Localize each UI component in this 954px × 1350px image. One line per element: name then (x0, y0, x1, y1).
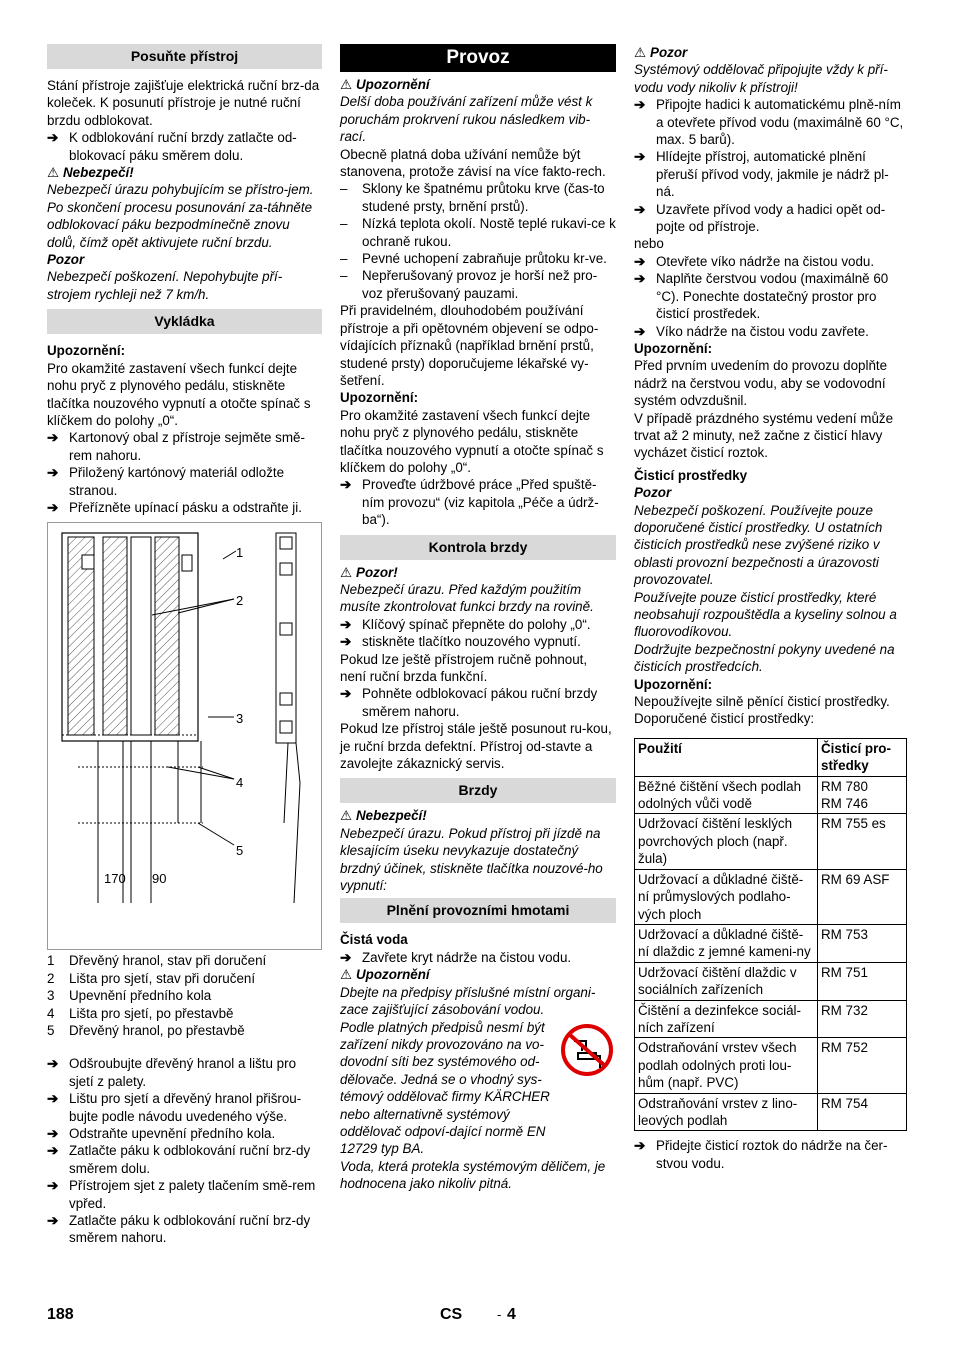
bullet-item: – Sklony ke špatnému průtoku krve (čas-to studené prsty, brnění prstů). (340, 181, 605, 214)
column-1 (47, 44, 322, 1247)
arrow-icon: ➔ (47, 465, 59, 481)
arrow-icon: ➔ (47, 1213, 59, 1229)
instruction-item: ➔ Lištu pro sjetí a dřevěný hranol přišrou-bujte podle návodu uvedeného výše. (47, 1091, 302, 1124)
arrow-icon: ➔ (634, 323, 646, 339)
instruction-item: ➔ Zavřete kryt nádrže na čistou vodu. (340, 949, 572, 965)
table-row (635, 814, 907, 869)
note-text: Nepoužívejte silně pěnící čisticí prostředky. (634, 694, 890, 710)
arrow-icon: ➔ (634, 271, 646, 287)
pallet-drawing (48, 523, 321, 949)
product-cell: RM 752 (818, 1038, 907, 1093)
paragraph: nebo (634, 236, 664, 252)
paragraph: Pokud lze ještě přístrojem ručně pohnout, není ruční brzda funkční. (340, 651, 588, 684)
note-text: Podle platných předpisů nesmí být zařízení nikdy provozováno na vo-dovodní síti bez systémového od-dělovače. Jedná se o vhodný sys-témový oddělovač firmy KÄRCHER nebo alternativně systémový oddělovač odpoví-dající normě EN 12729 typ BA. (340, 1019, 550, 1157)
figure-label: 3 (236, 711, 244, 727)
page-number: 188 (47, 1306, 74, 1323)
caution-label: ⚠ Pozor (634, 45, 688, 60)
product-cell: RM 732 (818, 1000, 907, 1038)
column-2 (340, 44, 616, 1193)
arrow-icon: ➔ (340, 686, 352, 702)
usage-cell: Čištění a dezinfekce sociál-ních zařízení (635, 1000, 818, 1038)
instruction-item: ➔ K odblokování ruční brzdy zatlačte od-blokovací páku směrem dolu. (47, 130, 297, 163)
usage-cell: Udržovací čištění dlaždic v sociálních zařízeních (635, 962, 818, 1000)
caution-label: ⚠ Pozor! (340, 564, 398, 580)
note-label: ⚠ Upozornění (340, 77, 430, 92)
legend-item: 2 Lišta pro sjetí, stav při doručení (47, 970, 256, 986)
caution-text: Nebezpečí úrazu. Před každým použitím musíte zkontrolovat funkci brzdy na rovině. (340, 581, 594, 615)
instruction-item: ➔ Odstraňte upevnění předního kola. (47, 1126, 276, 1141)
paragraph: Při pravidelném, dlouhodobém používání přístroje a při opětovném objevení se odpo-vídajících příznaků (například brnění prstů, studené prsty) doporučujeme lékařské vy-šetření. (340, 303, 599, 388)
instruction-item: ➔ Hlídejte přístroj, automatické plnění přeruší přívod vody, jakmile je nádrž pl-ná. (634, 149, 889, 200)
table-header-row (635, 738, 907, 776)
instruction-item: ➔ Zatlačte páku k odblokování ruční brz-dy směrem nahoru. (47, 1213, 311, 1246)
warning-triangle-icon: ⚠ (340, 967, 353, 983)
instruction-item: ➔ Proveďte údržbové práce „Před spuště-ním provozu“ (viz kapitola „Péče a údrž-ba“). (340, 477, 599, 528)
paragraph: Stání přístroje zajišťuje elektrická ruční brz-da koleček. K posunutí přístroje je nutné ruční brzdu odblokovat. (47, 78, 320, 128)
arrow-icon: ➔ (47, 1056, 59, 1072)
figure-label: 5 (236, 843, 244, 859)
instruction-item: ➔ Přiložený kartónový materiál odložte stranou. (47, 465, 285, 498)
product-cell: RM 755 es (818, 814, 907, 869)
dimension-label: 170 (104, 871, 126, 887)
warning-text: Nebezpečí úrazu pohybujícím se přístro-jem. Po skončení procesu posunování za-táhněte odblokovací páku bezpodmínečně znovu dolů, čímž opět aktivujete ruční brzdu. (47, 182, 314, 250)
figure-label: 2 (236, 593, 244, 609)
legend-item: 1 Dřevěný hranol, stav při doručení (47, 953, 267, 969)
note-text: Doporučené čisticí prostředky: (634, 711, 815, 727)
pallet-figure (47, 522, 322, 950)
note-text: Voda, která protekla systémovým děličem, je hodnocena jako nikoliv pitná. (340, 1158, 606, 1192)
warning-triangle-icon: ⚠ (340, 564, 353, 580)
section-title: Posuňte přístroj (47, 44, 322, 69)
table-row (635, 962, 907, 1000)
arrow-icon: ➔ (340, 949, 352, 965)
caution-text: Používejte pouze čisticí prostředky, které neobsahují rozpouštědla a kyseliny solnou a fluorovodíkovou. (634, 589, 897, 640)
figure-label: 4 (236, 775, 244, 791)
product-cell: RM 751 (818, 962, 907, 1000)
instruction-item: ➔ Otevřete víko nádrže na čistou vodu. (634, 253, 875, 269)
product-cell: RM 754 (818, 1093, 907, 1131)
dimension-label: 90 (152, 871, 167, 887)
arrow-icon: ➔ (47, 130, 59, 146)
arrow-icon: ➔ (634, 97, 646, 113)
paragraph: Pokud lze přístroj stále ještě posunout ru-kou, je ruční brzda defektní. Přístroj od-stavte a zavolejte zákaznický servis. (340, 721, 612, 772)
warning-triangle-icon: ⚠ (634, 45, 647, 60)
caution-label: Pozor (634, 485, 672, 501)
arrow-icon: ➔ (634, 201, 646, 217)
note-text: Pro okamžité zastavení všech funkcí dejte nohu pryč z plynového pedálu, stiskněte tlačítka nouzového vypnutí a otočte spínač s klíčkem do polohy „0“. (47, 360, 311, 428)
note-label: Upozornění: (634, 676, 713, 692)
caution-text: Systémový oddělovač připojujte vždy k pří-vodu vody nikoliv k přístroji! (634, 62, 888, 95)
caution-text: Nebezpečí poškození. Používejte pouze doporučené čisticí prostředky. U ostatních čisticích prostředků nese zvýšené riziko v oblasti provozní bezpečnosti a úrazovosti provozovatel. (634, 502, 883, 588)
arrow-icon: ➔ (634, 149, 646, 165)
separator-note (340, 1019, 616, 1158)
arrow-icon: ➔ (47, 430, 59, 446)
figure-label: 1 (236, 545, 244, 561)
warning-triangle-icon: ⚠ (340, 77, 353, 92)
arrow-icon: ➔ (340, 616, 352, 632)
table-row (635, 869, 907, 924)
usage-cell: Udržovací a důkladné čiště-ní dlaždic z jemné kameni-ny (635, 924, 818, 962)
instruction-item: ➔ Zatlačte páku k odblokování ruční brz-dy směrem dolu. (47, 1143, 311, 1176)
column-3 (634, 44, 907, 1172)
usage-cell: Běžné čištění všech podlah odolných vůči vodě (635, 776, 818, 814)
warning-label: ⚠ Nebezpečí! (47, 165, 134, 181)
legend-item: 5 Dřevěný hranol, po přestavbě (47, 1022, 245, 1038)
table-body (635, 776, 907, 1131)
instruction-item: ➔ Uzavřete přívod vody a hadici opět od-pojte od přístroje. (634, 201, 886, 235)
usage-cell: Udržovací a důkladné čiště-ní průmyslových podlaho-vých ploch (635, 869, 818, 924)
table-row (635, 924, 907, 962)
caution-text: Dodržujte bezpečnostní pokyny uvedené na čisticích prostředcích. (634, 641, 895, 675)
note-text: V případě prázdného systému vedení může trvat až 2 minuty, než začne z čisticí hlavy vycházet čisticí roztok. (634, 410, 894, 461)
caution-label: Pozor (47, 252, 85, 268)
instruction-item: ➔ Přístrojem sjet z palety tlačením smě-rem vpřed. (47, 1178, 316, 1211)
usage-cell: Odstraňování vrstev z lino-leových podlah (635, 1093, 818, 1131)
table-row (635, 776, 907, 814)
warning-text: Nebezpečí úrazu. Pokud přístroj při jízdě na klesajícím úseku nevykazuje dostatečný brzdný účinek, stiskněte tlačítka nouzové-ho vypnutí: (340, 825, 603, 894)
warning-triangle-icon: ⚠ (47, 165, 60, 181)
arrow-icon: ➔ (47, 499, 59, 515)
table-header: Použití (635, 738, 818, 776)
legend-item: 4 Lišta pro sjetí, po přestavbě (47, 1005, 234, 1021)
instruction-item: ➔ Přidejte čisticí roztok do nádrže na čer-stvou vodu. (634, 1138, 888, 1171)
note-label: Upozornění: (47, 343, 126, 359)
section-page-number: 4 (507, 1306, 516, 1323)
usage-cell: Odstraňování vrstev všech podlah odolných proti lou-hům (např. PVC) (635, 1038, 818, 1093)
instruction-item: ➔ stiskněte tlačítko nouzového vypnutí. (340, 634, 581, 650)
language-code: CS (440, 1306, 463, 1323)
legend-item: 3 Upevnění předního kola (47, 988, 212, 1004)
arrow-icon: ➔ (634, 1138, 646, 1154)
table-row (635, 1000, 907, 1038)
section-title: Kontrola brzdy (340, 535, 616, 560)
instruction-item: ➔ Odšroubujte dřevěný hranol a lištu pro sjetí z palety. (47, 1056, 297, 1089)
instruction-item: ➔ Naplňte čerstvou vodou (maximálně 60 °C). Ponechte dostatečný prostor pro čisticí prostředek. (634, 271, 889, 322)
product-cell: RM 753 (818, 924, 907, 962)
instruction-item: ➔ Víko nádrže na čistou vodu zavřete. (634, 323, 869, 339)
note-text: Před prvním uvedením do provozu doplňte nádrž na čerstvou vodu, aby se vodovodní systém odvzdušnil. (634, 358, 888, 409)
arrow-icon: ➔ (340, 477, 352, 493)
instruction-item: ➔ Kartonový obal z přístroje sejměte smě-rem nahoru. (47, 430, 305, 463)
caution-text: Nebezpečí poškození. Nepohybujte pří-strojem rychleji než 7 km/h. (47, 269, 283, 302)
note-label: Upozornění: (634, 340, 713, 356)
arrow-icon: ➔ (47, 1143, 59, 1159)
note-text: Dbejte na předpisy příslušné místní organi-zace zajišťující zásobování vodou. (340, 984, 596, 1018)
bullet-item: – Nepřerušovaný provoz je horší než pro-voz přerušovaný pauzami. (340, 268, 598, 301)
table-row (635, 1093, 907, 1131)
instruction-item: ➔ Pohněte odblokovací pákou ruční brzdy směrem nahoru. (340, 686, 598, 719)
bullet-item: – Nízká teplota okolí. Nostě teplé rukavi-ce k ochraně rukou. (340, 216, 616, 249)
usage-cell: Udržovací čištění lesklých povrchových ploch (např. žula) (635, 814, 818, 869)
arrow-icon: ➔ (340, 634, 352, 650)
warning-label: ⚠ Nebezpečí! (340, 808, 427, 824)
instruction-item: ➔ Připojte hadici k automatickému plně-ním a otevřete přívod vodu (maximálně 60 °C, max. 5 barů). (634, 97, 904, 148)
arrow-icon: ➔ (47, 1178, 59, 1194)
warning-triangle-icon: ⚠ (340, 808, 353, 824)
table-row (635, 1038, 907, 1093)
subsection-title: Čistá voda (340, 932, 408, 948)
section-title: Vykládka (47, 309, 322, 334)
paragraph: Obecně platná doba užívání nemůže být stanovena, protože závisí na více fakto-rech. (340, 146, 606, 180)
note-text: Pro okamžité zastavení všech funkcí dejte nohu pryč z plynového pedálu, stiskněte tlačítka nouzového vypnutí a otočte spínač s klíčkem do polohy „0“. (340, 407, 604, 475)
no-drinking-water-icon (560, 1023, 614, 1077)
subsection-title: Čisticí prostředky (634, 467, 748, 483)
arrow-icon: ➔ (47, 1126, 59, 1141)
chapter-title: Provoz (340, 44, 616, 72)
detergent-table (634, 738, 907, 1132)
section-title: Plnění provozními hmotami (340, 898, 616, 923)
arrow-icon: ➔ (47, 1091, 59, 1107)
product-cell: RM 780 RM 746 (818, 776, 907, 814)
note-label: ⚠ Upozornění (340, 967, 430, 983)
instruction-item: ➔ Přeřízněte upínací pásku a odstraňte ji. (47, 499, 302, 515)
note-label: Upozornění: (340, 390, 419, 406)
table-header: Čisticí pro-středky (818, 738, 907, 776)
section-title: Brzdy (340, 778, 616, 803)
arrow-icon: ➔ (634, 253, 646, 269)
note-text: Delší doba používání zařízení může vést k poruchám prokrvení rukou následkem vib-rací. (340, 94, 593, 145)
footer-separator: - (497, 1307, 502, 1322)
instruction-item: ➔ Klíčový spínač přepněte do polohy „0“. (340, 616, 591, 632)
bullet-item: – Pevné uchopení zabraňuje průtoku kr-ve. (340, 251, 607, 267)
product-cell: RM 69 ASF (818, 869, 907, 924)
